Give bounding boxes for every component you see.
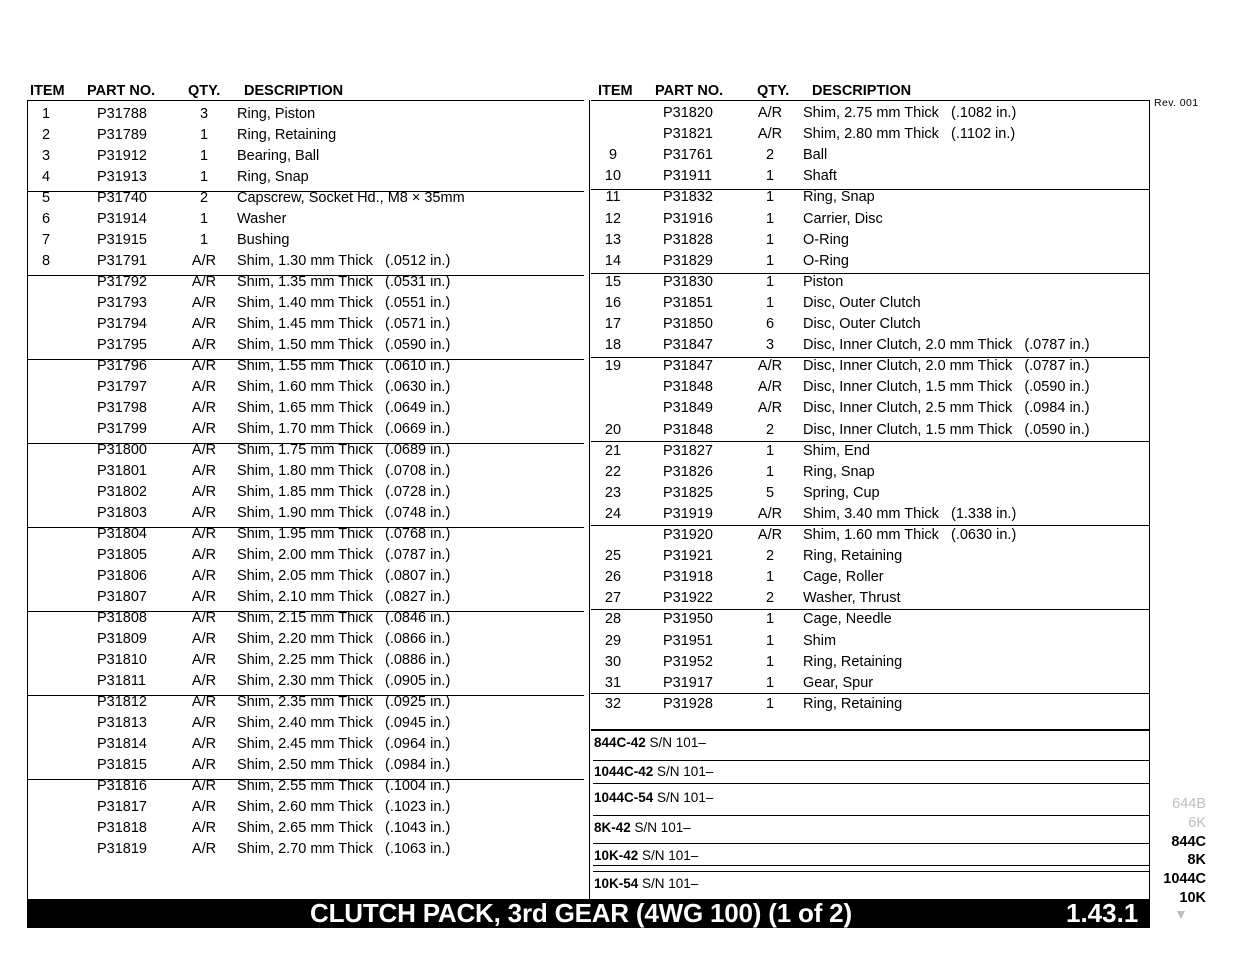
model-serial: S/N 101– xyxy=(630,820,691,835)
description: Cage, Needle xyxy=(803,611,892,628)
quantity: A/R xyxy=(191,757,217,773)
right-header-item: ITEM xyxy=(598,83,633,99)
quantity: A/R xyxy=(191,778,217,794)
part-number: P31805 xyxy=(97,547,147,563)
quantity: 6 xyxy=(765,316,775,332)
part-number: P31911 xyxy=(663,168,712,185)
quantity: A/R xyxy=(191,400,217,416)
description: Shim, 2.00 mm Thick (.0787 in.) xyxy=(237,547,451,563)
model-name: 844C-42 xyxy=(594,735,646,750)
description: Shim, End xyxy=(803,442,870,459)
quantity: 1 xyxy=(199,211,209,227)
quantity: 1 xyxy=(765,442,775,459)
description: Ring, Retaining xyxy=(803,695,903,712)
description: Shim, 2.55 mm Thick (.1004 in.) xyxy=(237,778,451,794)
side-model-label: 6K xyxy=(1188,815,1206,831)
item-number: 8 xyxy=(41,253,51,269)
description: Shaft xyxy=(803,168,837,185)
quantity: A/R xyxy=(191,505,217,521)
description: Shim, 1.70 mm Thick (.0669 in.) xyxy=(237,421,451,437)
quantity: A/R xyxy=(191,463,217,479)
down-triangle-icon: ▼ xyxy=(1174,906,1188,922)
part-number: P31832 xyxy=(663,189,713,206)
part-number: P31922 xyxy=(663,590,713,607)
quantity: A/R xyxy=(757,400,783,417)
part-number: P31798 xyxy=(97,400,147,416)
left-header-description: DESCRIPTION xyxy=(244,83,344,99)
item-number: 25 xyxy=(604,548,622,565)
revision-label: Rev. 001 xyxy=(1154,97,1199,109)
model-name: 1044C-54 xyxy=(594,790,654,805)
right-parts-row xyxy=(0,504,1235,525)
model-separator xyxy=(593,871,1150,872)
quantity: A/R xyxy=(191,841,217,857)
item-number: 23 xyxy=(604,484,622,501)
right-parts-row xyxy=(0,673,1235,694)
part-number: P31795 xyxy=(97,337,147,353)
part-number: P31801 xyxy=(97,463,147,479)
part-number: P31802 xyxy=(97,484,147,500)
description: Washer xyxy=(237,211,287,227)
quantity: A/R xyxy=(191,673,217,689)
quantity: 2 xyxy=(765,548,775,565)
item-number: 6 xyxy=(41,211,51,227)
part-number: P31851 xyxy=(663,294,713,311)
description: Disc, Inner Clutch, 1.5 mm Thick (.0590 in.) xyxy=(803,379,1090,396)
description: Shim, 2.10 mm Thick (.0827 in.) xyxy=(237,589,451,605)
quantity: A/R xyxy=(191,568,217,584)
right-parts-row xyxy=(0,145,1235,166)
item-number: 11 xyxy=(605,189,621,206)
description: Disc, Inner Clutch, 2.5 mm Thick (.0984 in.) xyxy=(803,400,1090,417)
quantity: A/R xyxy=(757,105,783,121)
right-parts-row xyxy=(0,124,1235,145)
description: Shim, 1.65 mm Thick (.0649 in.) xyxy=(237,400,451,416)
right-parts-row xyxy=(0,356,1235,377)
item-number: 32 xyxy=(604,695,622,712)
left-parts-row xyxy=(0,797,1235,818)
quantity: A/R xyxy=(191,484,217,500)
description: Shim, 2.50 mm Thick (.0984 in.) xyxy=(237,757,451,773)
description: Disc, Inner Clutch, 2.0 mm Thick (.0787 in.) xyxy=(803,337,1090,354)
description: Shim, 2.35 mm Thick (.0925 in.) xyxy=(237,694,451,710)
right-parts-row xyxy=(0,335,1235,356)
right-parts-row xyxy=(0,103,1235,124)
item-number: 21 xyxy=(604,442,622,459)
quantity: 1 xyxy=(199,127,209,143)
part-number: P31951 xyxy=(663,632,713,649)
description: Shim, 1.45 mm Thick (.0571 in.) xyxy=(237,316,451,332)
title-bar xyxy=(27,899,1150,928)
part-number: P31740 xyxy=(97,190,147,206)
quantity: A/R xyxy=(191,610,217,626)
item-number: 9 xyxy=(608,147,618,164)
part-number: P31848 xyxy=(663,421,713,438)
description: Shim, 2.15 mm Thick (.0846 in.) xyxy=(237,610,451,626)
part-number: P31820 xyxy=(663,105,713,121)
part-number: P31915 xyxy=(97,232,147,248)
description: Ring, Snap xyxy=(803,189,875,206)
quantity: A/R xyxy=(191,337,217,353)
item-number: 18 xyxy=(604,337,622,354)
left-parts-row xyxy=(0,734,1235,755)
right-parts-row xyxy=(0,314,1235,335)
quantity: 1 xyxy=(199,148,209,164)
part-number: P31819 xyxy=(97,841,147,857)
right-parts-row xyxy=(0,483,1235,504)
side-model-label: 8K xyxy=(1187,852,1206,868)
description: Shim, 2.05 mm Thick (.0807 in.) xyxy=(237,568,451,584)
quantity: 1 xyxy=(765,210,775,227)
right-parts-row xyxy=(0,209,1235,230)
quantity: A/R xyxy=(757,505,783,522)
quantity: 1 xyxy=(765,231,775,248)
description: Bushing xyxy=(237,232,290,248)
quantity: 3 xyxy=(199,106,209,122)
part-number: P31815 xyxy=(97,757,147,773)
item-number: 31 xyxy=(604,674,622,691)
right-parts-row xyxy=(0,652,1235,673)
quantity: A/R xyxy=(191,295,217,311)
side-model-label: 644B xyxy=(1172,796,1206,812)
quantity: 1 xyxy=(765,252,775,269)
left-header-qty: QTY. xyxy=(188,83,221,99)
description: Shim, 1.80 mm Thick (.0708 in.) xyxy=(237,463,451,479)
right-parts-row xyxy=(0,187,1235,208)
part-number: P31914 xyxy=(97,211,147,227)
quantity: 1 xyxy=(765,653,775,670)
description: Shim xyxy=(803,632,837,649)
model-serial: S/N 101– xyxy=(653,764,714,779)
quantity: 1 xyxy=(199,232,209,248)
description: Shim, 1.50 mm Thick (.0590 in.) xyxy=(237,337,451,353)
item-number: 24 xyxy=(604,505,622,522)
model-name: 8K-42 xyxy=(594,820,631,835)
left-parts-row xyxy=(0,776,1235,797)
description: Ring, Snap xyxy=(803,463,875,480)
part-number: P31808 xyxy=(97,610,147,626)
part-number: P31916 xyxy=(663,210,713,227)
description: Disc, Inner Clutch, 1.5 mm Thick (.0590 in.) xyxy=(803,421,1090,438)
part-number: P31847 xyxy=(663,358,713,375)
item-number: 3 xyxy=(41,148,51,164)
part-number: P31791 xyxy=(97,253,147,269)
quantity: A/R xyxy=(191,715,217,731)
description: Shim, 2.20 mm Thick (.0866 in.) xyxy=(237,631,451,647)
quantity: 2 xyxy=(765,421,775,438)
part-number: P31792 xyxy=(97,274,147,290)
part-number: P31799 xyxy=(97,421,147,437)
description: Washer, Thrust xyxy=(803,590,901,607)
side-model-label: 844C xyxy=(1171,834,1206,850)
part-number: P31794 xyxy=(97,316,147,332)
part-number: P31847 xyxy=(663,337,713,354)
item-number: 19 xyxy=(604,358,622,375)
model-applicability xyxy=(594,876,698,891)
description: Shim, 1.90 mm Thick (.0748 in.) xyxy=(237,505,451,521)
quantity: A/R xyxy=(191,694,217,710)
quantity: A/R xyxy=(191,652,217,668)
description: Carrier, Disc xyxy=(803,210,883,227)
right-parts-row xyxy=(0,251,1235,272)
description: Shim, 1.30 mm Thick (.0512 in.) xyxy=(237,253,451,269)
right-parts-row xyxy=(0,546,1235,567)
part-number: P31812 xyxy=(97,694,147,710)
part-number: P31920 xyxy=(663,527,713,543)
part-number: P31789 xyxy=(97,127,147,143)
part-number: P31800 xyxy=(97,442,147,458)
item-number: 29 xyxy=(604,632,622,649)
part-number: P31793 xyxy=(97,295,147,311)
left-parts-row xyxy=(0,818,1235,839)
model-name: 10K-54 xyxy=(594,876,639,891)
quantity: 1 xyxy=(765,168,775,185)
right-parts-row xyxy=(0,166,1235,187)
description: Shim, 1.35 mm Thick (.0531 in.) xyxy=(237,274,451,290)
description: Shim, 2.40 mm Thick (.0945 in.) xyxy=(237,715,451,731)
model-serial: S/N 101– xyxy=(645,735,706,750)
quantity: A/R xyxy=(191,379,217,395)
description: Ring, Retaining xyxy=(803,548,903,565)
model-serial: S/N 101– xyxy=(638,876,699,891)
part-number: P31850 xyxy=(663,316,713,332)
item-number: 2 xyxy=(41,127,51,143)
right-parts-row xyxy=(0,631,1235,652)
quantity: 1 xyxy=(765,189,775,206)
part-number: P31928 xyxy=(663,695,713,712)
model-serial: S/N 101– xyxy=(638,848,699,863)
description: Disc, Outer Clutch xyxy=(803,316,921,332)
quantity: A/R xyxy=(757,527,783,543)
description: O-Ring xyxy=(803,231,849,248)
right-header-description: DESCRIPTION xyxy=(812,83,912,99)
right-parts-row xyxy=(0,398,1235,419)
part-number: P31952 xyxy=(663,653,713,670)
part-number: P31827 xyxy=(663,442,713,459)
quantity: 1 xyxy=(765,674,775,691)
quantity: 1 xyxy=(765,273,775,290)
right-parts-row xyxy=(0,609,1235,630)
description: Cage, Roller xyxy=(803,569,884,586)
part-number: P31913 xyxy=(97,169,147,185)
right-parts-row xyxy=(0,441,1235,462)
model-name: 1044C-42 xyxy=(594,764,654,779)
item-number: 7 xyxy=(41,232,51,248)
part-number: P31804 xyxy=(97,526,147,542)
item-number: 26 xyxy=(604,569,622,586)
quantity: A/R xyxy=(191,526,217,542)
quantity: 1 xyxy=(199,169,209,185)
description: Shim, 1.95 mm Thick (.0768 in.) xyxy=(237,526,451,542)
item-number: 12 xyxy=(604,210,622,227)
model-separator xyxy=(593,865,1150,866)
description: Shim, 2.70 mm Thick (.1063 in.) xyxy=(237,841,451,857)
right-parts-row xyxy=(0,272,1235,293)
side-model-label: 1044C xyxy=(1163,871,1206,887)
quantity: 1 xyxy=(765,294,775,311)
description: Shim, 2.60 mm Thick (.1023 in.) xyxy=(237,799,451,815)
part-number: P31796 xyxy=(97,358,147,374)
quantity: 1 xyxy=(765,569,775,586)
part-number: P31825 xyxy=(663,484,713,501)
description: Shim, 1.75 mm Thick (.0689 in.) xyxy=(237,442,451,458)
part-number: P31818 xyxy=(97,820,147,836)
item-number: 10 xyxy=(604,168,622,185)
description: Ring, Retaining xyxy=(803,653,903,670)
item-number: 15 xyxy=(604,273,622,290)
left-parts-row xyxy=(0,755,1235,776)
item-number: 16 xyxy=(604,294,622,311)
left-header-part-no: PART NO. xyxy=(87,83,156,99)
side-model-label: 10K xyxy=(1179,890,1206,906)
description: Shim, 1.60 mm Thick (.0630 in.) xyxy=(237,379,451,395)
quantity: A/R xyxy=(191,358,217,374)
part-number: P31809 xyxy=(97,631,147,647)
description: Shim, 2.45 mm Thick (.0964 in.) xyxy=(237,736,451,752)
quantity: 2 xyxy=(765,590,775,607)
quantity: 1 xyxy=(765,463,775,480)
quantity: 3 xyxy=(765,337,775,354)
item-number: 1 xyxy=(41,106,51,122)
quantity: 1 xyxy=(765,611,775,628)
part-number: P31919 xyxy=(663,505,713,522)
description: Gear, Spur xyxy=(803,674,874,691)
item-number: 28 xyxy=(604,611,622,628)
description: Shim, 2.65 mm Thick (.1043 in.) xyxy=(237,820,451,836)
description: Shim, 1.55 mm Thick (.0610 in.) xyxy=(237,358,451,374)
quantity: A/R xyxy=(757,126,783,143)
description: Ring, Snap xyxy=(237,169,309,185)
quantity: A/R xyxy=(191,421,217,437)
right-parts-row xyxy=(0,588,1235,609)
description: Ring, Retaining xyxy=(237,127,337,143)
right-parts-row xyxy=(0,377,1235,398)
part-number: P31807 xyxy=(97,589,147,605)
description: Shim, 2.80 mm Thick (.1102 in.) xyxy=(803,126,1016,143)
quantity: A/R xyxy=(757,358,783,375)
quantity: A/R xyxy=(191,799,217,815)
quantity: A/R xyxy=(191,274,217,290)
item-number: 13 xyxy=(604,231,622,248)
page-title: CLUTCH PACK, 3rd GEAR (4WG 100) (1 of 2) xyxy=(310,898,852,928)
quantity: A/R xyxy=(191,547,217,563)
part-number: P31797 xyxy=(97,379,147,395)
part-number: P31829 xyxy=(663,252,713,269)
quantity: 5 xyxy=(765,484,775,501)
part-number: P31803 xyxy=(97,505,147,521)
item-number: 14 xyxy=(604,252,622,269)
item-number: 30 xyxy=(604,653,622,670)
quantity: 2 xyxy=(765,147,775,164)
description: Capscrew, Socket Hd., M8 × 35mm xyxy=(237,190,465,206)
item-number: 5 xyxy=(41,190,51,206)
part-number: P31828 xyxy=(663,231,713,248)
description: Shim, 1.60 mm Thick (.0630 in.) xyxy=(803,527,1017,543)
left-parts-row xyxy=(0,839,1235,860)
quantity: A/R xyxy=(191,253,217,269)
left-table-top-border xyxy=(27,100,584,101)
part-number: P31761 xyxy=(663,147,713,164)
right-parts-row xyxy=(0,293,1235,314)
right-parts-row xyxy=(0,567,1235,588)
description: Disc, Outer Clutch xyxy=(803,294,921,311)
description: Ball xyxy=(803,147,828,164)
part-number: P31814 xyxy=(97,736,147,752)
model-name: 10K-42 xyxy=(594,848,639,863)
quantity: A/R xyxy=(191,736,217,752)
right-parts-row xyxy=(0,230,1235,251)
part-number: P31912 xyxy=(97,148,147,164)
item-number: 20 xyxy=(604,421,622,438)
part-number: P31849 xyxy=(663,400,713,417)
quantity: A/R xyxy=(191,631,217,647)
description: Shim, 2.25 mm Thick (.0886 in.) xyxy=(237,652,451,668)
quantity: 1 xyxy=(765,632,775,649)
part-number: P31816 xyxy=(97,778,147,794)
description: Spring, Cup xyxy=(803,484,880,501)
part-number: P31917 xyxy=(663,674,713,691)
right-header-part-no: PART NO. xyxy=(655,83,724,99)
description: Ring, Piston xyxy=(237,106,316,122)
description: Shim, 3.40 mm Thick (1.338 in.) xyxy=(803,505,1017,522)
left-parts-row xyxy=(0,713,1235,734)
quantity: 2 xyxy=(199,190,209,206)
right-table-top-border xyxy=(591,100,1150,101)
item-number: 4 xyxy=(41,169,51,185)
description: Shim, 1.40 mm Thick (.0551 in.) xyxy=(237,295,451,311)
part-number: P31813 xyxy=(97,715,147,731)
left-header-item: ITEM xyxy=(30,83,65,99)
part-number: P31788 xyxy=(97,106,147,122)
part-number: P31826 xyxy=(663,463,713,480)
description: Shim, 2.30 mm Thick (.0905 in.) xyxy=(237,673,451,689)
right-parts-row xyxy=(0,420,1235,441)
page-number: 1.43.1 xyxy=(1066,898,1139,928)
right-parts-row xyxy=(0,525,1235,546)
part-number: P31830 xyxy=(663,273,713,290)
part-number: P31821 xyxy=(663,126,713,143)
right-header-qty: QTY. xyxy=(757,83,790,99)
description: Shim, 2.75 mm Thick (.1082 in.) xyxy=(803,105,1017,121)
item-number: 27 xyxy=(604,590,622,607)
quantity: A/R xyxy=(191,820,217,836)
part-number: P31811 xyxy=(97,673,146,689)
item-number: 17 xyxy=(604,316,622,332)
part-number: P31918 xyxy=(663,569,713,586)
model-serial: S/N 101– xyxy=(653,790,714,805)
part-number: P31950 xyxy=(663,611,713,628)
quantity: A/R xyxy=(191,589,217,605)
quantity: A/R xyxy=(757,379,783,396)
description: O-Ring xyxy=(803,252,849,269)
part-number: P31810 xyxy=(97,652,147,668)
description: Bearing, Ball xyxy=(237,148,320,164)
part-number: P31921 xyxy=(663,548,713,565)
right-parts-row xyxy=(0,694,1235,715)
description: Shim, 1.85 mm Thick (.0728 in.) xyxy=(237,484,451,500)
quantity: A/R xyxy=(191,442,217,458)
part-number: P31848 xyxy=(663,379,713,396)
description: Piston xyxy=(803,273,844,290)
quantity: 1 xyxy=(765,695,775,712)
part-number: P31817 xyxy=(97,799,147,815)
item-number: 22 xyxy=(604,463,622,480)
part-number: P31806 xyxy=(97,568,147,584)
description: Disc, Inner Clutch, 2.0 mm Thick (.0787 in.) xyxy=(803,358,1090,375)
right-parts-row xyxy=(0,462,1235,483)
quantity: A/R xyxy=(191,316,217,332)
